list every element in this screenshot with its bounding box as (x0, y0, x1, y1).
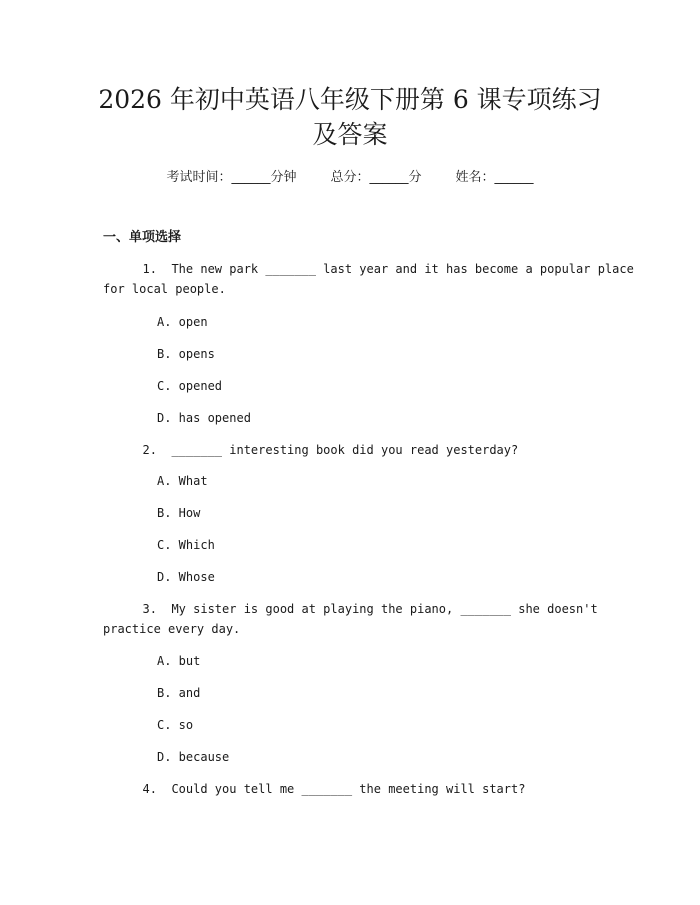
option-b: B. and (157, 686, 201, 700)
total-score-field: 总分：______分 (330, 170, 422, 185)
question-text-continued: for local people. (103, 282, 226, 296)
option-a: A. but (157, 654, 201, 668)
option-d: D. because (157, 750, 230, 764)
option-a: A. What (157, 474, 208, 488)
document-title-line1: 2026 年初中英语八年级下册第 6 课专项练习 (98, 85, 602, 114)
question-text: _______ interesting book did you read yesterday? (171, 443, 519, 457)
exam-time-field: 考试时间：______分钟 (166, 170, 297, 185)
question-text: Could you tell me _______ the meeting will start? (171, 782, 526, 796)
question-1 (103, 259, 634, 299)
option-d: D. Whose (157, 570, 215, 584)
question-number: 4. (142, 782, 157, 796)
option-a: A. open (157, 315, 208, 329)
question-number: 1. (142, 262, 157, 276)
option-c: C. opened (157, 379, 223, 393)
option-c: C. so (157, 718, 194, 732)
student-name-field: 姓名：______ (455, 170, 534, 185)
question-3 (103, 599, 603, 639)
section-title: 一、单项选择 (103, 230, 182, 245)
option-c: C. Which (157, 538, 215, 552)
option-d: D. has opened (157, 411, 251, 425)
question-text: The new park _______ last year and it has become a popular place (171, 262, 634, 276)
question-2 (103, 440, 603, 460)
question-text: My sister is good at playing the piano, _______ she doesn't (171, 602, 598, 616)
question-number: 2. (142, 443, 157, 457)
document-title-line2: 及答案 (312, 120, 388, 149)
question-number: 3. (142, 602, 157, 616)
exam-info-row (0, 169, 700, 187)
question-4 (103, 779, 603, 799)
option-b: B. How (157, 506, 201, 520)
option-b: B. opens (157, 347, 215, 361)
question-text-continued: practice every day. (103, 622, 241, 636)
